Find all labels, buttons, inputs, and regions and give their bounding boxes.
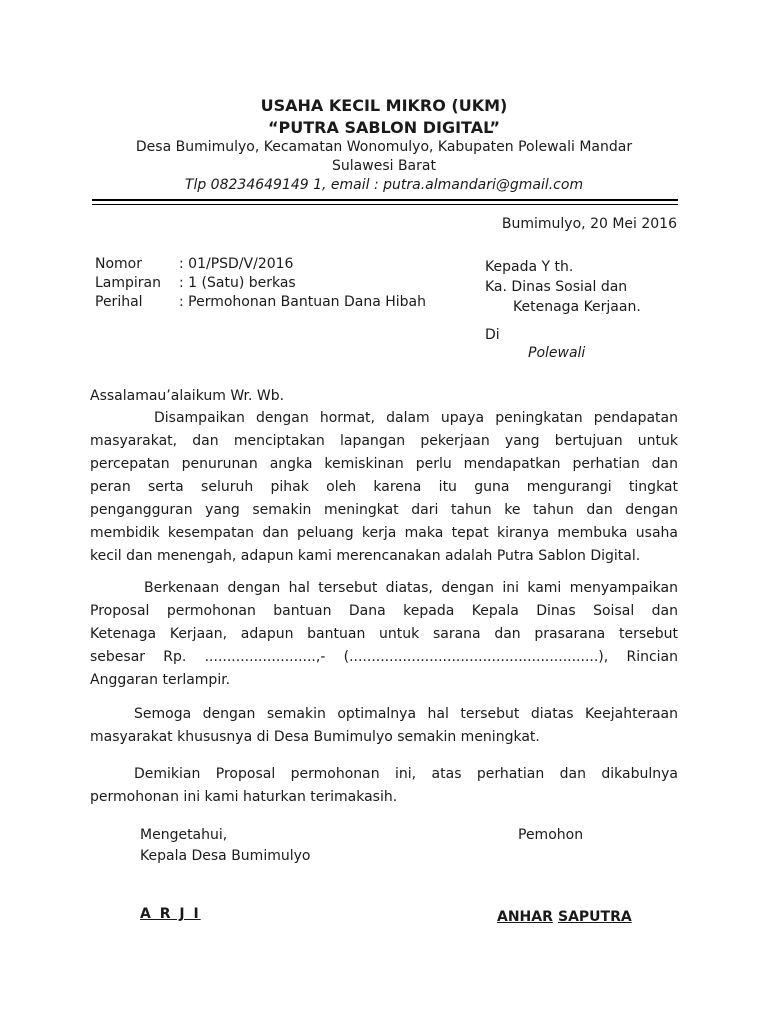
paragraph-line: percepatan penurunan angka kemiskinan perlu mendapatkan perhatian dan bbox=[90, 456, 678, 472]
paragraph-line: Berkenaan dengan hal tersebut diatas, dengan ini kami menyampaikan bbox=[144, 580, 678, 596]
letterhead-region: Sulawesi Barat bbox=[332, 158, 436, 174]
signature-right-name-last: SAPUTRA bbox=[557, 909, 632, 925]
paragraph-hope bbox=[90, 703, 678, 749]
paragraph-closing bbox=[90, 763, 678, 809]
recipient-city: Polewali bbox=[528, 345, 586, 361]
meta-value-nomor: : 01/PSD/V/2016 bbox=[179, 256, 294, 272]
letterhead-company: “PUTRA SABLON DIGITAL” bbox=[268, 118, 500, 137]
letterhead-address: Desa Bumimulyo, Kecamatan Wonomulyo, Kabupaten Polewali Mandar bbox=[135, 139, 633, 155]
paragraph-line: sebesar Rp. .........................,- (........................................................), Rincian bbox=[90, 649, 678, 665]
signature-left-title: Kepala Desa Bumimulyo bbox=[140, 848, 311, 864]
meta-value-lampiran: : 1 (Satu) berkas bbox=[179, 275, 296, 291]
paragraph-line: Proposal permohonan bantuan Dana kepada Kepala Dinas Soisal dan bbox=[90, 603, 678, 619]
paragraph-line: permohonan ini kami haturkan terimakasih. bbox=[90, 789, 398, 805]
paragraph-line: masyarakat khususnya di Desa Bumimulyo semakin meningkat. bbox=[90, 729, 540, 745]
meta-label-nomor: Nomor bbox=[95, 256, 142, 272]
signature-left-caption: Mengetahui, bbox=[140, 827, 228, 843]
letterhead-title: USAHA KECIL MIKRO (UKM) bbox=[260, 96, 508, 115]
paragraph-intro bbox=[90, 407, 678, 568]
letter-date: Bumimulyo, 20 Mei 2016 bbox=[501, 216, 677, 232]
paragraph-line: membidik kesempatan dan peluang kerja maka tepat kiranya membuka usaha bbox=[90, 525, 678, 541]
paragraph-line: Semoga dengan semakin optimalnya hal tersebut diatas Keejahteraan bbox=[134, 706, 678, 722]
meta-value-perihal: : Permohonan Bantuan Dana Hibah bbox=[179, 294, 426, 310]
letterhead-rule-thin bbox=[92, 204, 678, 205]
recipient-office-cont: Ketenaga Kerjaan. bbox=[513, 299, 641, 315]
meta-label-lampiran: Lampiran bbox=[95, 275, 162, 291]
recipient-office: Ka. Dinas Sosial dan bbox=[485, 279, 628, 295]
paragraph-proposal bbox=[90, 577, 678, 692]
signature-right-caption: Pemohon bbox=[518, 827, 584, 843]
signature-right-name-first: ANHAR bbox=[497, 909, 553, 925]
signature-right-name bbox=[497, 906, 632, 925]
paragraph-line: kecil dan menengah, adapun kami merencanakan adalah Putra Sablon Digital. bbox=[90, 548, 641, 564]
paragraph-line: Disampaikan dengan hormat, dalam upaya peningkatan pendapatan bbox=[154, 410, 678, 426]
letterhead-contact: Tlp 08234649149 1, email : putra.almandari@gmail.com bbox=[184, 177, 584, 193]
greeting: Assalamau’alaikum Wr. Wb. bbox=[90, 388, 285, 404]
meta-label-perihal: Perihal bbox=[95, 294, 143, 310]
paragraph-line: Anggaran terlampir. bbox=[90, 672, 231, 688]
paragraph-line: masyarakat, dan menciptakan lapangan pekerjaan yang bertujuan untuk bbox=[90, 433, 678, 449]
signature-left-name: A R J I bbox=[140, 906, 201, 922]
recipient-di: Di bbox=[485, 327, 500, 343]
paragraph-line: Ketenaga Kerjaan, adapun bantuan untuk sarana dan prasarana tersebut bbox=[90, 626, 678, 642]
paragraph-line: pengangguran yang semakin meningkat dari tahun ke tahun dan dengan bbox=[90, 502, 678, 518]
paragraph-line: Demikian Proposal permohonan ini, atas perhatian dan dikabulnya bbox=[134, 766, 678, 782]
letterhead-rule-thick bbox=[92, 199, 678, 201]
paragraph-line: peran serta seluruh pihak oleh karena itu guna mengurangi tingkat bbox=[90, 479, 678, 495]
recipient-salutation: Kepada Y th. bbox=[485, 259, 574, 275]
